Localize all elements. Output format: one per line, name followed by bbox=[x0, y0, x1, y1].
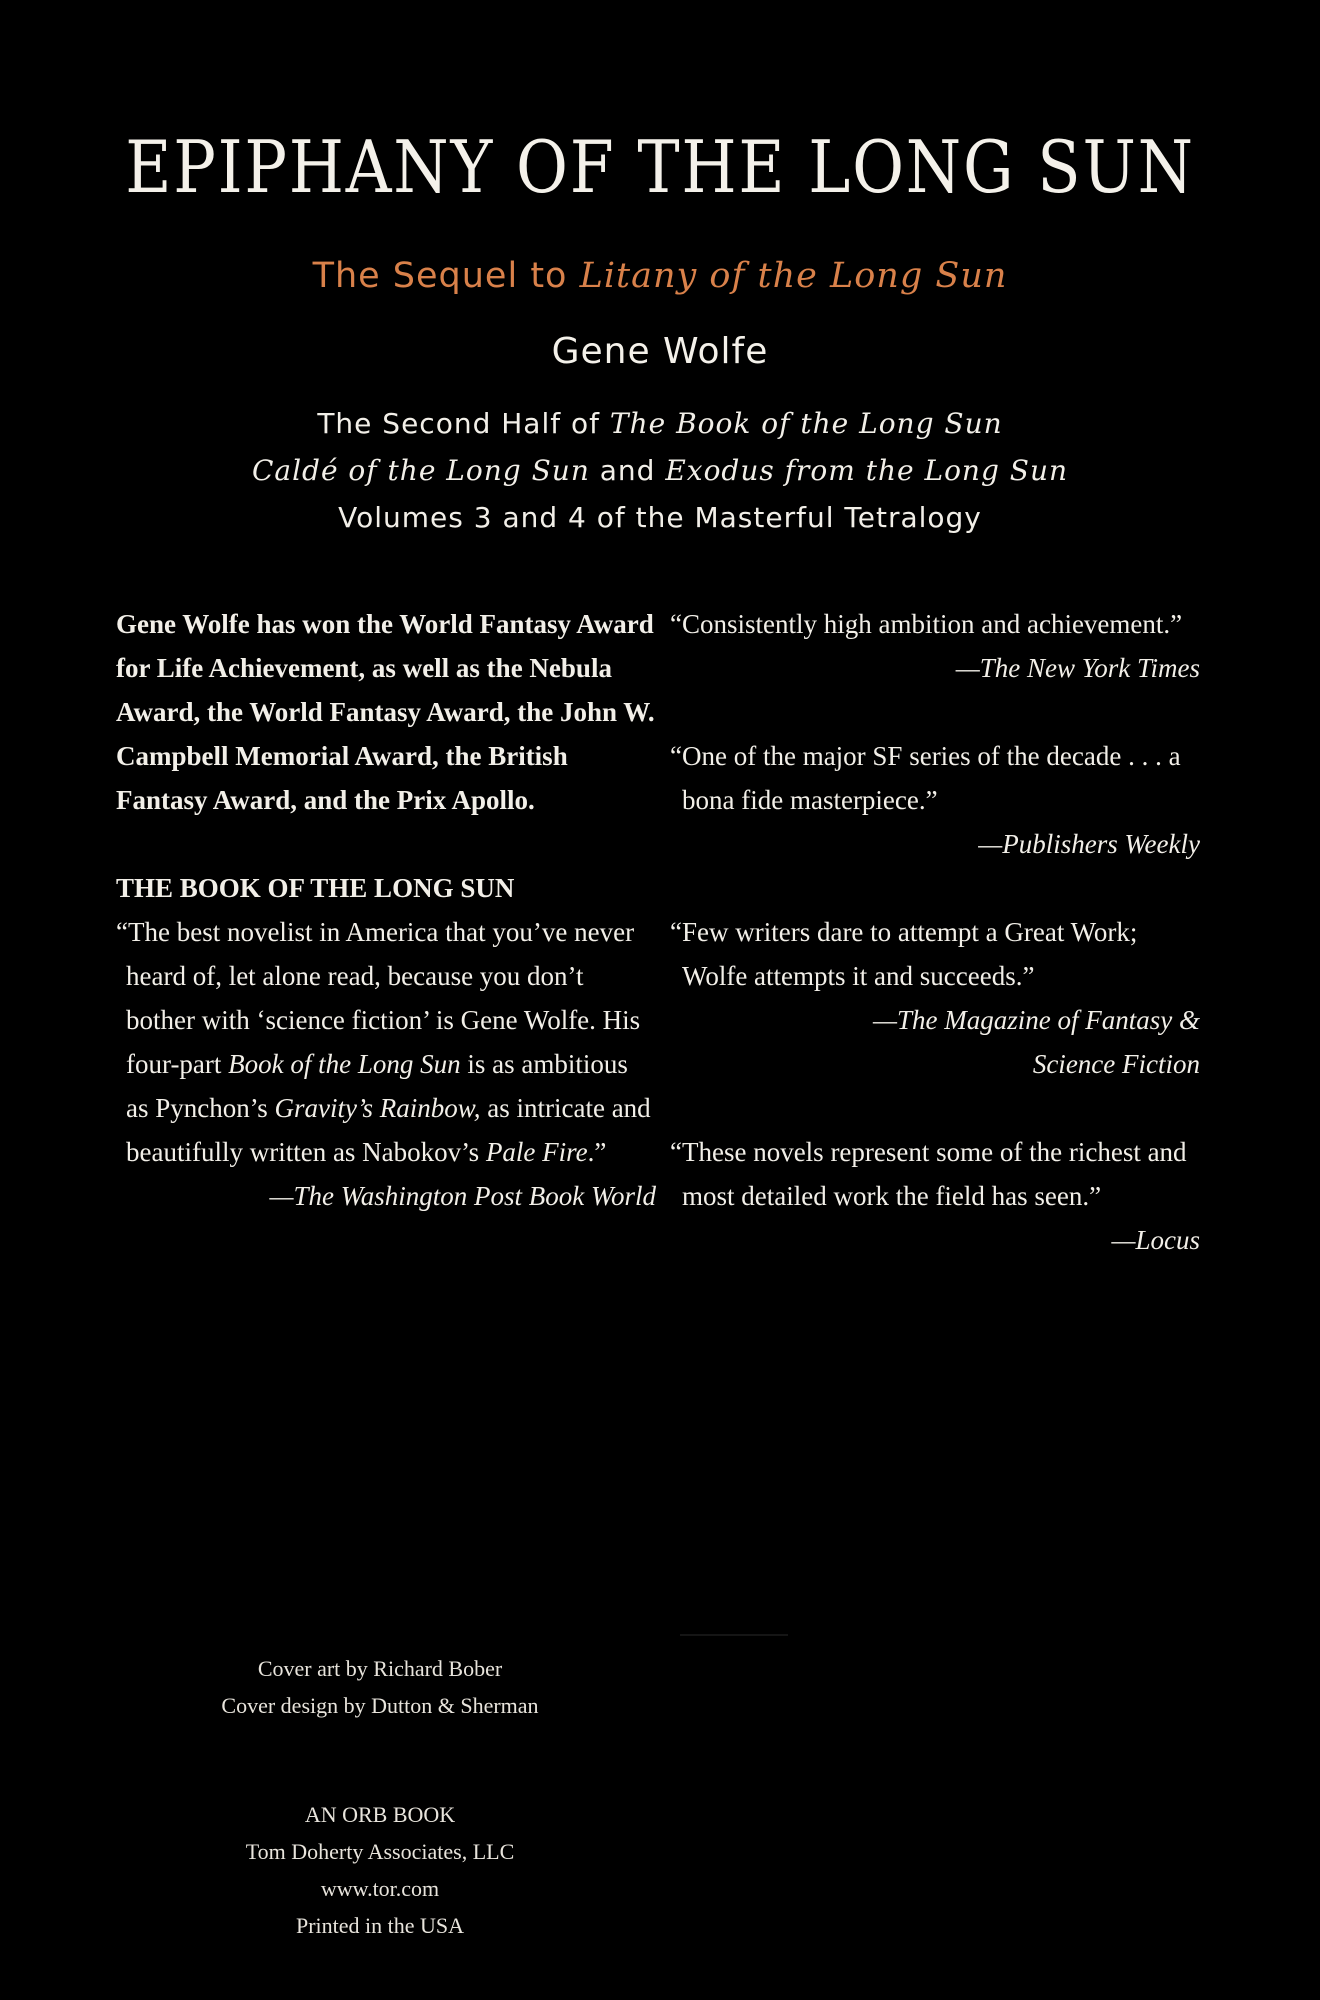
review-quote-attribution: —Publishers Weekly bbox=[978, 829, 1200, 859]
publisher-website: www.tor.com bbox=[320, 1876, 440, 1901]
series-line-3: Volumes 3 and 4 of the Masterful Tetralogy bbox=[338, 501, 982, 534]
left-column bbox=[116, 602, 656, 1218]
quote-italic-2: Gravity’s Rainbow, bbox=[274, 1093, 481, 1123]
series-line-2 bbox=[0, 447, 1320, 494]
printed-location: Printed in the USA bbox=[295, 1913, 465, 1938]
subtitle-prefix: The Sequel to bbox=[312, 256, 580, 296]
review-quote bbox=[670, 1130, 1200, 1262]
review-quote bbox=[670, 602, 1200, 690]
publisher-company: Tom Doherty Associates, LLC bbox=[245, 1839, 515, 1864]
series-line-1-prefix: The Second Half of bbox=[317, 407, 610, 440]
review-quote-attribution: —The New York Times bbox=[955, 653, 1200, 683]
series-line-2-and: and bbox=[589, 454, 666, 487]
series-line-2-italic-a: Caldé of the Long Sun bbox=[251, 454, 590, 487]
divider bbox=[680, 1634, 788, 1636]
series-info bbox=[0, 400, 1320, 541]
review-quote bbox=[670, 910, 1200, 1086]
series-line-1-italic: The Book of the Long Sun bbox=[609, 407, 1003, 440]
book-title: EPIPHANY OF THE LONG SUN bbox=[125, 125, 1195, 209]
review-quote-text: “One of the major SF series of the decade . . . a bona fide masterpiece.” bbox=[670, 741, 1181, 815]
series-line-2-italic-b: Exodus from the Long Sun bbox=[665, 454, 1069, 487]
review-quote-text: “Few writers dare to attempt a Great Work; Wolfe attempts it and succeeds.” bbox=[670, 917, 1138, 991]
quote-part-2: is as ambitious as Pynchon’s bbox=[126, 1049, 628, 1123]
washington-post-attribution: —The Washington Post Book World bbox=[269, 1181, 656, 1211]
cover-design-credit: Cover design by Dutton & Sherman bbox=[221, 1693, 539, 1718]
series-quote-heading: THE BOOK OF THE LONG SUN bbox=[116, 873, 515, 903]
cover-credits bbox=[140, 1650, 620, 1724]
cover-art-credit: Cover art by Richard Bober bbox=[257, 1656, 503, 1681]
series-line-1 bbox=[0, 400, 1320, 447]
quote-italic-1: Book of the Long Sun bbox=[228, 1049, 461, 1079]
washington-post-quote bbox=[116, 910, 656, 1174]
quote-part-1: “The best novelist in America that you’ve never heard of, let alone read, because you don’t bother with ‘science fiction’ is Gene Wolfe. His four-part bbox=[116, 917, 641, 1079]
quote-italic-3: Pale Fire bbox=[485, 1137, 588, 1167]
quote-part-3: as intricate and beautifully written as Nabokov’s bbox=[126, 1093, 651, 1167]
publisher-info bbox=[140, 1796, 620, 1944]
author-name: Gene Wolfe bbox=[551, 331, 769, 372]
quote-part-4: .” bbox=[587, 1137, 607, 1167]
review-quote bbox=[670, 734, 1200, 866]
review-quote-attribution: —Locus bbox=[1111, 1225, 1200, 1255]
awards-paragraph: Gene Wolfe has won the World Fantasy Award for Life Achievement, as well as the Nebula Award, the World Fantasy Award, the John W. Campbell Memorial Award, the British Fantasy Award, and the Prix Apollo. bbox=[116, 609, 655, 815]
subtitle bbox=[0, 252, 1320, 300]
review-quote-text: “These novels represent some of the richest and most detailed work the field has seen.” bbox=[670, 1137, 1187, 1211]
publisher-imprint: AN ORB BOOK bbox=[304, 1802, 456, 1827]
review-quote-attribution: —The Magazine of Fantasy & Science Fiction bbox=[873, 1005, 1200, 1079]
subtitle-italic: Litany of the Long Sun bbox=[579, 256, 1008, 296]
right-column bbox=[670, 602, 1200, 1306]
review-quote-text: “Consistently high ambition and achievement.” bbox=[670, 609, 1183, 639]
